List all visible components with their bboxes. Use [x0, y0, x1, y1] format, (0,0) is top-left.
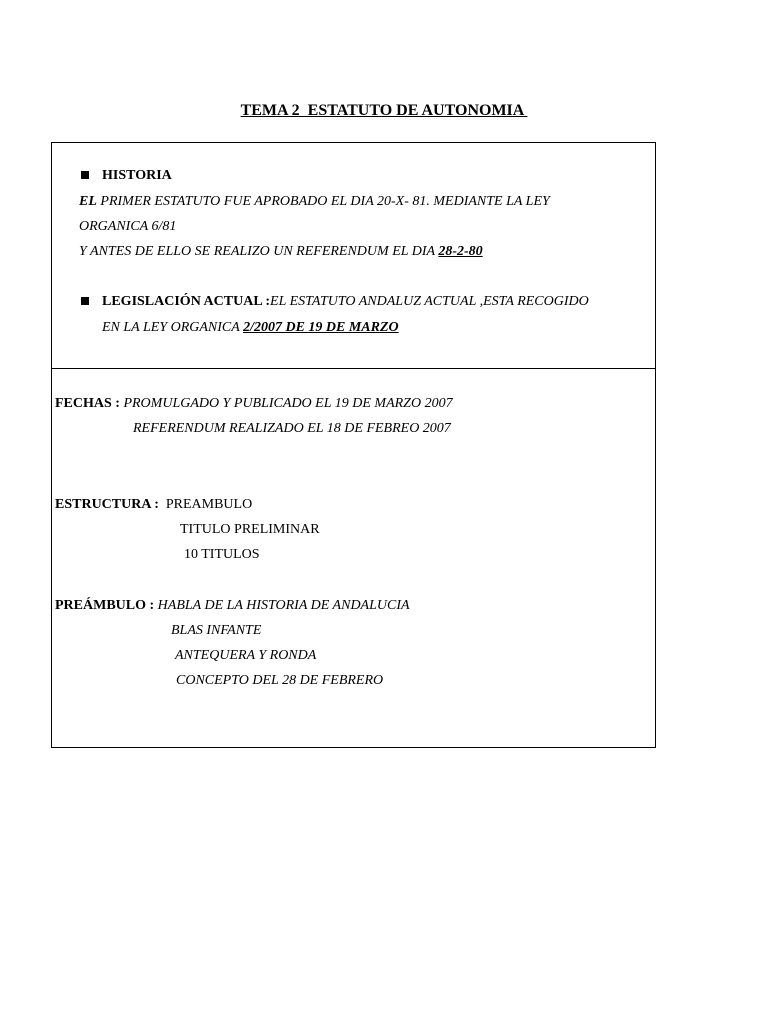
bullet-square-icon	[81, 297, 89, 305]
estructura-item: 10 TITULOS	[184, 547, 260, 562]
bullet-square-icon	[81, 171, 89, 179]
page-title: TEMA 2 ESTATUTO DE AUTONOMIA	[240, 102, 528, 119]
estructura-line-1	[55, 496, 252, 514]
preambulo-item: BLAS INFANTE	[171, 623, 262, 638]
legislacion-line-1-text: EL ESTATUTO ANDALUZ ACTUAL ,ESTA RECOGIDO	[270, 294, 589, 309]
historia-line-3-text: Y ANTES DE ELLO SE REALIZO UN REFERENDUM EL DIA	[79, 244, 439, 259]
legislacion-line-1	[102, 293, 589, 311]
fechas-value-1: PROMULGADO Y PUBLICADO EL 19 DE MARZO 2007	[123, 396, 453, 411]
preambulo-item: ANTEQUERA Y RONDA	[175, 648, 317, 663]
historia-line-1	[79, 193, 550, 211]
fechas-label: FECHAS :	[55, 396, 124, 411]
preambulo-item: HABLA DE LA HISTORIA DE ANDALUCIA	[157, 598, 410, 613]
legislacion-heading: LEGISLACIÓN ACTUAL :	[102, 294, 271, 309]
historia-heading: HISTORIA	[102, 168, 172, 183]
historia-line-3	[79, 243, 483, 261]
historia-line-1-lead: EL	[79, 194, 97, 209]
historia-line-1-text: PRIMER ESTATUTO FUE APROBADO EL DIA 20-X- 81. MEDIANTE LA LEY	[96, 194, 550, 209]
historia-referendum-date: 28-2-80	[438, 244, 483, 259]
fechas-value-2: REFERENDUM REALIZADO EL 18 DE FEBREO 2007	[133, 421, 451, 436]
estructura-label: ESTRUCTURA :	[55, 497, 166, 512]
legislacion-line-2	[102, 319, 399, 337]
legislacion-law-ref: 2/2007 DE 19 DE MARZO	[243, 320, 399, 335]
legislacion-line-2-text: EN LA LEY ORGANICA	[102, 320, 244, 335]
preambulo-line-1	[55, 597, 410, 615]
estructura-item: PREAMBULO	[165, 497, 253, 512]
estructura-item: TITULO PRELIMINAR	[180, 522, 320, 537]
historia-line-2: ORGANICA 6/81	[79, 219, 177, 234]
preambulo-label: PREÁMBULO :	[55, 598, 158, 613]
fechas-line-1	[55, 395, 453, 413]
preambulo-item: CONCEPTO DEL 28 DE FEBRERO	[176, 673, 384, 688]
